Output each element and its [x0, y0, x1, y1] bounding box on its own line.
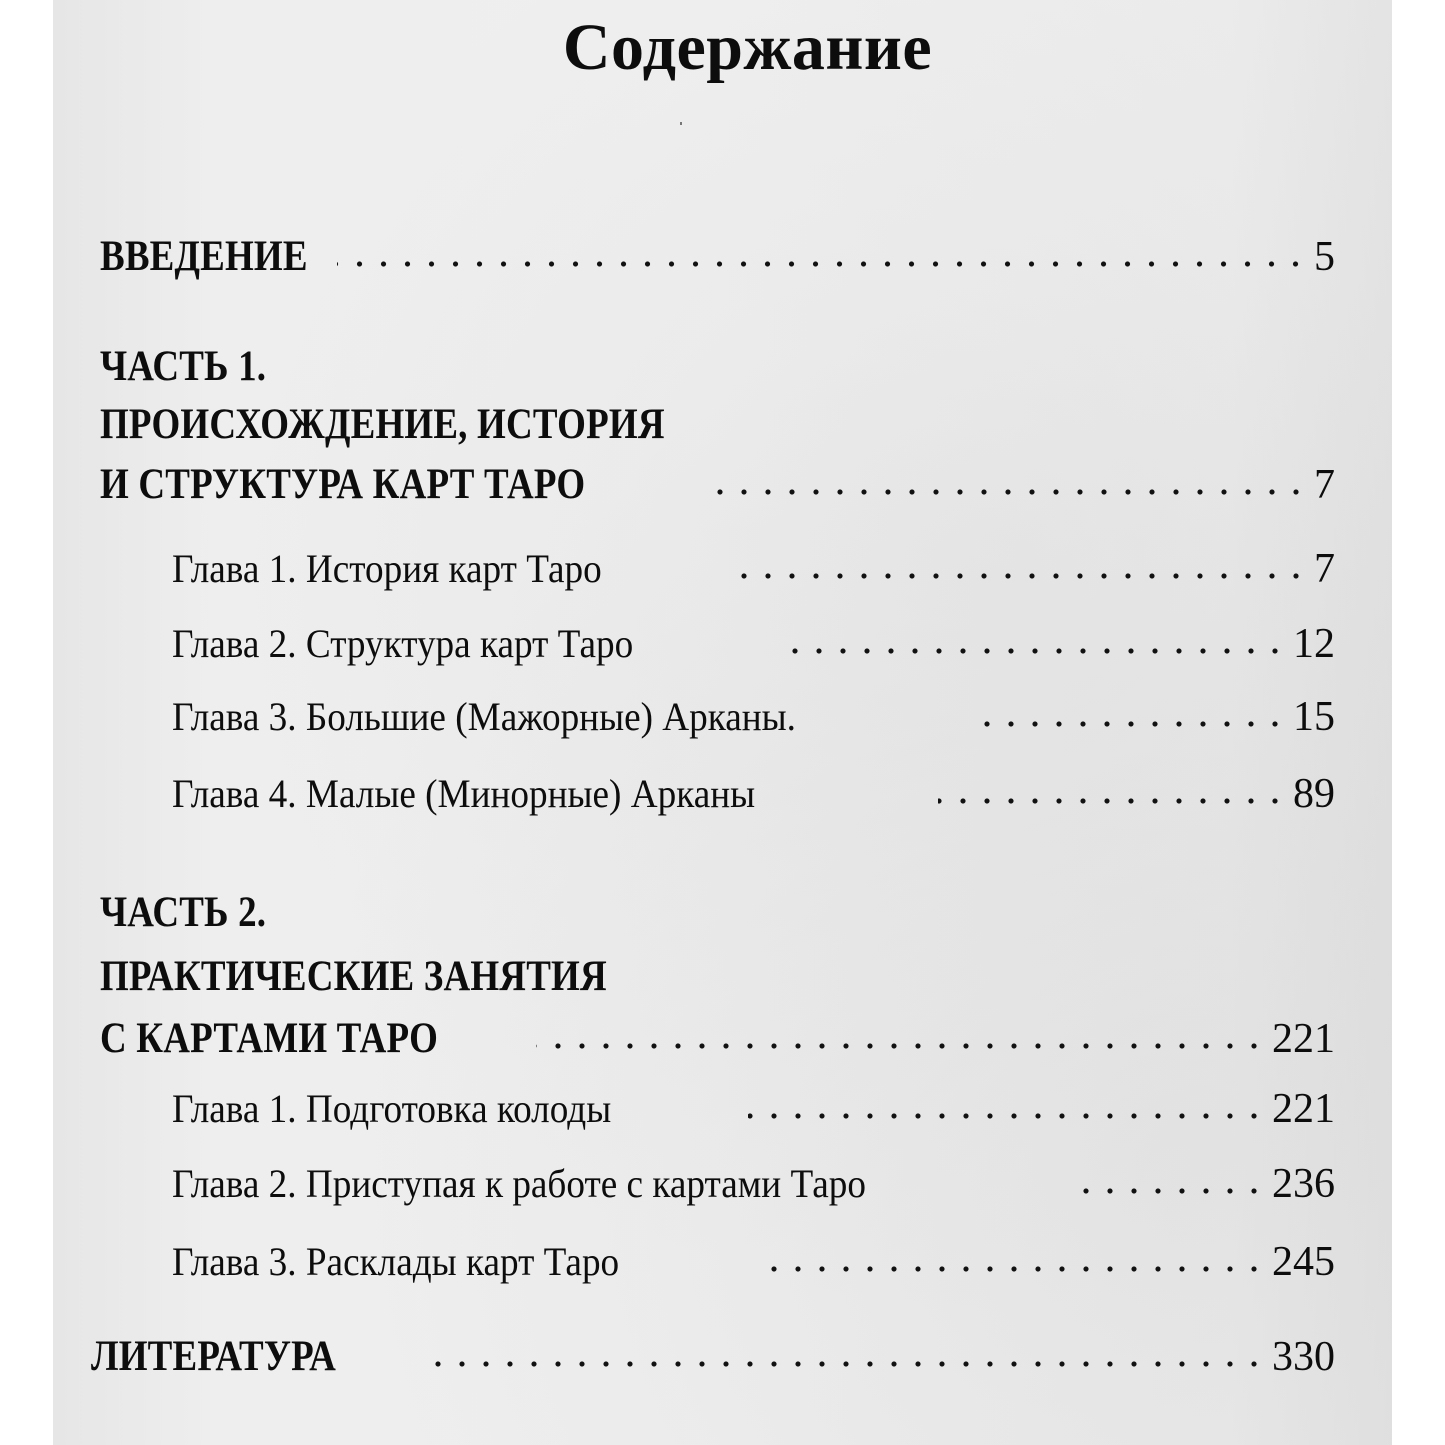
toc-entry-chapter[interactable] — [172, 1160, 1335, 1208]
toc-entry-literature[interactable] — [91, 1332, 1335, 1381]
toc-entry-label: ВВЕДЕНИЕ — [100, 233, 308, 280]
dot-leader — [1068, 1186, 1266, 1196]
dot-leader — [778, 646, 1287, 656]
toc-entry-part1[interactable] — [100, 460, 1335, 509]
toc-entry-label: Глава 1. Подготовка колоды — [172, 1086, 612, 1131]
toc-page-number: 7 — [1314, 546, 1335, 592]
part1-heading-line1: ЧАСТЬ 1. — [100, 343, 267, 390]
toc-entry-chapter[interactable] — [172, 693, 1335, 741]
part2-heading-line2: ПРАКТИЧЕСКИЕ ЗАНЯТИЯ — [100, 953, 607, 1000]
toc-entry-label: Глава 1. История карт Таро — [172, 546, 602, 591]
toc-entry-chapter[interactable] — [172, 620, 1335, 668]
toc-page-number: 89 — [1293, 771, 1335, 817]
toc-page-number: 221 — [1272, 1086, 1335, 1132]
toc-entry-chapter[interactable] — [172, 1238, 1335, 1286]
dot-leader — [758, 1264, 1266, 1274]
toc-entry-intro[interactable] — [100, 232, 1335, 281]
dot-leader — [706, 487, 1308, 497]
dot-leader — [728, 571, 1308, 581]
toc-entry-label: Глава 3. Расклады карт Таро — [172, 1239, 620, 1284]
dot-leader — [938, 796, 1287, 806]
toc-entry-part2[interactable] — [100, 1014, 1335, 1063]
toc-page-number: 5 — [1314, 234, 1335, 280]
page-title: Содержание — [562, 11, 933, 84]
toc-entry-chapter[interactable] — [172, 545, 1335, 593]
toc-page-number: 330 — [1272, 1334, 1335, 1380]
toc-page-number: 12 — [1293, 621, 1335, 667]
toc-entry-label: С КАРТАМИ ТАРО — [100, 1015, 439, 1062]
toc-entry-label: Глава 3. Большие (Мажорные) Арканы. — [172, 694, 796, 739]
toc-page-number: 221 — [1272, 1016, 1335, 1062]
toc-entry-label: Глава 2. Структура карт Таро — [172, 621, 634, 666]
toc-entry-label: ЛИТЕРАТУРА — [91, 1333, 337, 1380]
book-page — [53, 0, 1392, 1445]
part2-heading-line1: ЧАСТЬ 2. — [100, 889, 267, 936]
dot-leader — [748, 1111, 1266, 1121]
dot-leader — [417, 1359, 1266, 1369]
part1-heading-line2: ПРОИСХОЖДЕНИЕ, ИСТОРИЯ — [100, 401, 665, 448]
toc-page-number: 15 — [1293, 694, 1335, 740]
dot-leader — [536, 1041, 1266, 1051]
dot-leader — [968, 719, 1287, 729]
toc-entry-chapter[interactable] — [172, 1085, 1335, 1133]
toc-page-number: 245 — [1272, 1239, 1335, 1285]
toc-page-number: 7 — [1314, 462, 1335, 508]
toc-entry-chapter[interactable] — [172, 770, 1335, 818]
toc-page-number: 236 — [1272, 1161, 1335, 1207]
dot-leader — [337, 259, 1308, 269]
toc-entry-label: Глава 2. Приступая к работе с картами Таро — [172, 1161, 866, 1206]
print-speck — [680, 122, 682, 125]
toc-entry-label: Глава 4. Малые (Минорные) Арканы — [172, 771, 756, 816]
toc-entry-label: И СТРУКТУРА КАРТ ТАРО — [100, 461, 586, 508]
